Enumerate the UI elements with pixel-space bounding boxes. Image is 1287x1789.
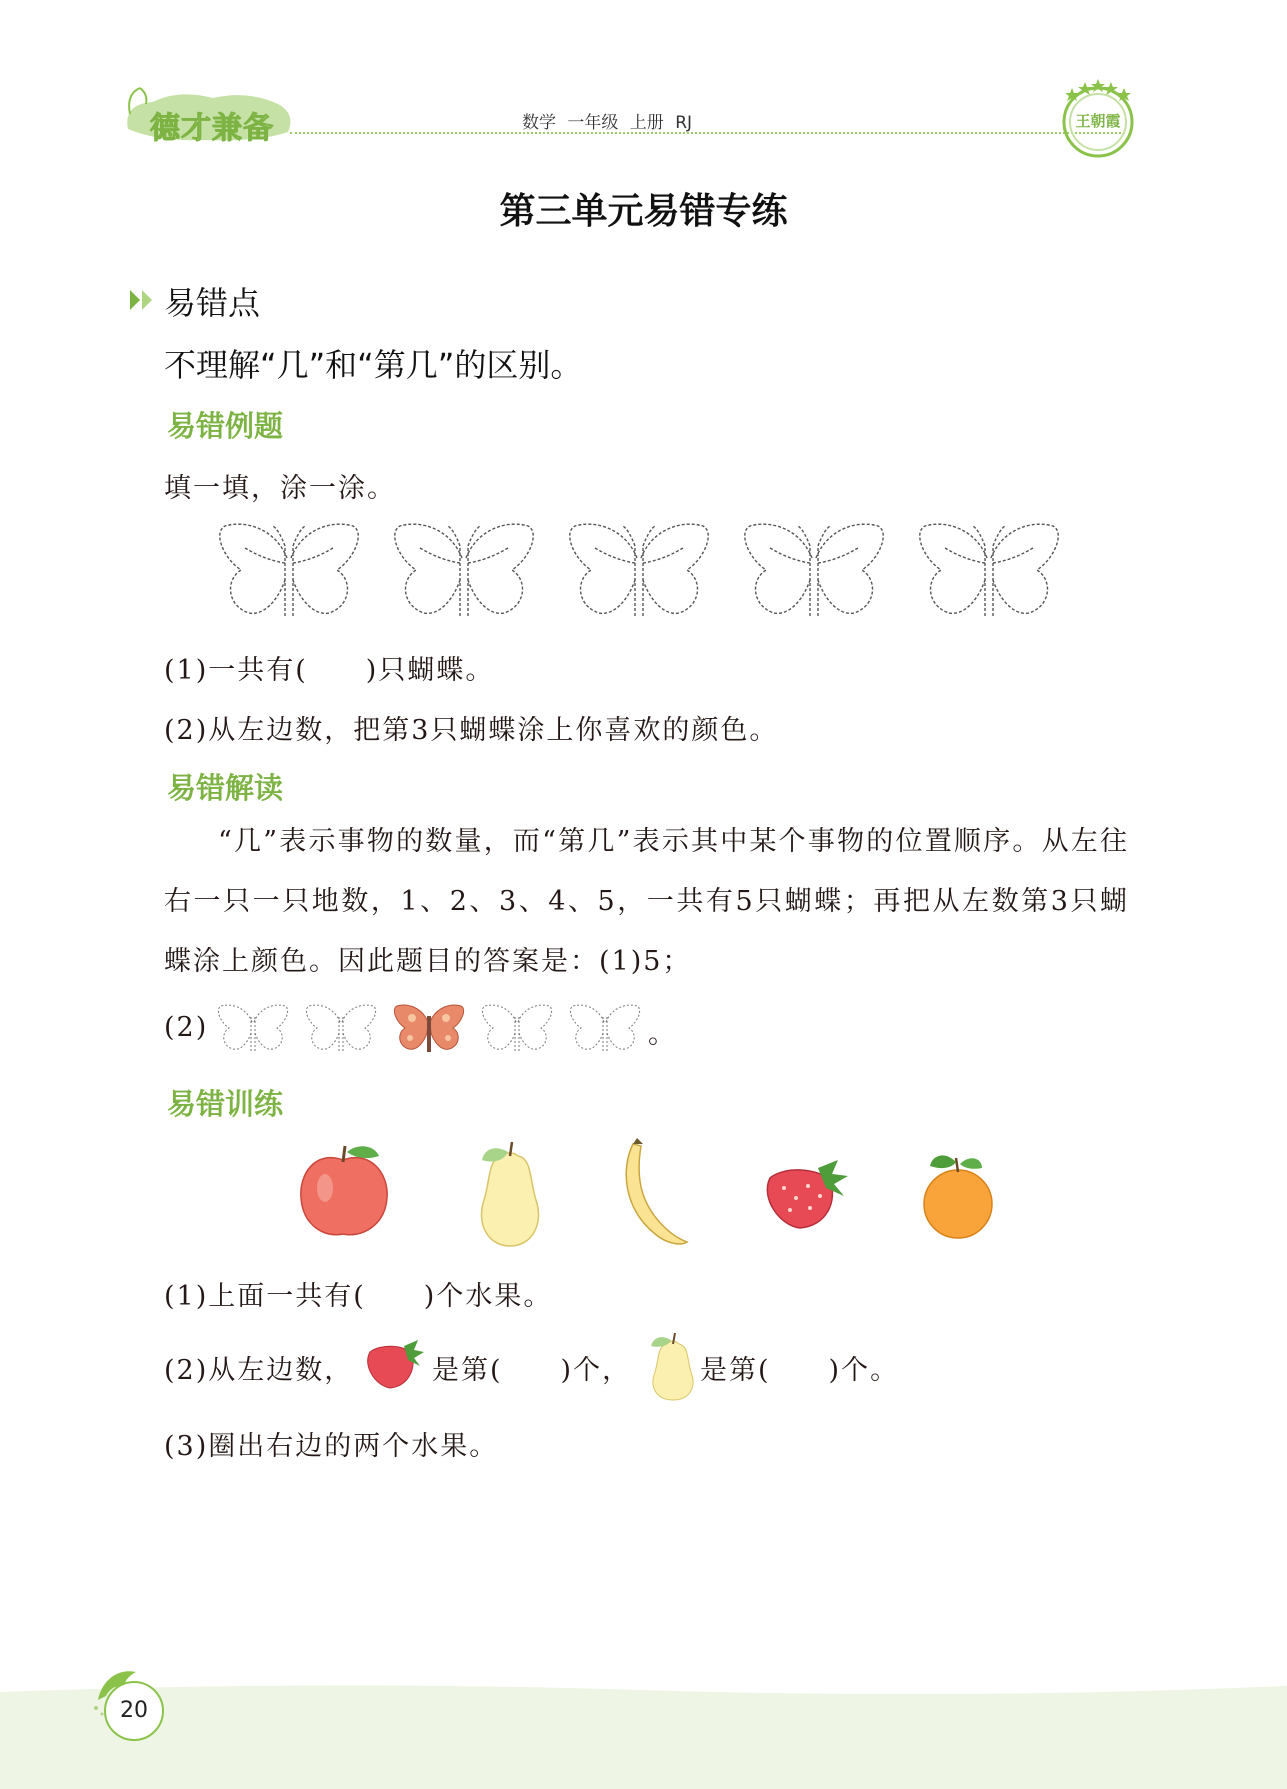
footer-wave bbox=[0, 1680, 1287, 1789]
butterfly-icon bbox=[570, 524, 708, 618]
colored-butterfly-icon bbox=[394, 1005, 463, 1052]
butterfly-icon bbox=[218, 1005, 287, 1052]
butterfly-icon bbox=[220, 524, 358, 618]
butterfly-icon bbox=[395, 524, 533, 618]
strawberry-icon bbox=[767, 1160, 848, 1228]
butterfly-icon bbox=[920, 524, 1058, 618]
page-title: 第三单元易错专练 bbox=[499, 191, 788, 232]
practice-question-1: (1)上面一共有( )个水果。 bbox=[164, 1281, 553, 1312]
pear-icon bbox=[482, 1142, 539, 1246]
example-instruction: 填一填，涂一涂。 bbox=[164, 473, 396, 504]
butterfly-icon bbox=[570, 1005, 639, 1052]
example-heading: 易错例题 bbox=[167, 409, 284, 443]
example-question-2: (2)从左边数，把第3只蝴蝶涂上你喜欢的颜色。 bbox=[164, 715, 779, 746]
section-heading: 易错点 bbox=[164, 284, 261, 322]
answer-prefix: (2) bbox=[164, 1012, 209, 1043]
butterfly-row bbox=[215, 518, 1095, 623]
practice-question-2-part1: (2)从左边数， bbox=[164, 1355, 354, 1386]
butterfly-icon bbox=[745, 524, 883, 618]
fruit-row bbox=[295, 1138, 1015, 1250]
header-divider bbox=[290, 132, 1125, 134]
seal-text: 王朝霞 bbox=[1075, 112, 1121, 130]
analysis-heading: 易错解读 bbox=[167, 771, 284, 805]
book-info: 数学 一年级 上册 RJ bbox=[522, 113, 693, 133]
practice-question-2-part2: 是第( )个， bbox=[432, 1355, 632, 1386]
butterfly-icon bbox=[482, 1005, 551, 1052]
butterfly-icon bbox=[306, 1005, 375, 1052]
brand-logo-text: 德才兼备 bbox=[150, 111, 274, 146]
page-number: 20 bbox=[104, 1681, 164, 1741]
banana-icon bbox=[626, 1138, 687, 1244]
double-arrow-icon bbox=[128, 288, 158, 312]
answer-suffix: 。 bbox=[648, 1019, 677, 1050]
key-point-text: 不理解“几”和“第几”的区别。 bbox=[164, 346, 583, 384]
pear-icon bbox=[645, 1330, 701, 1402]
practice-question-3: (3)圈出右边的两个水果。 bbox=[164, 1431, 499, 1462]
practice-heading: 易错训练 bbox=[167, 1087, 284, 1121]
answer-butterfly-row bbox=[216, 1000, 656, 1058]
apple-icon bbox=[301, 1146, 387, 1235]
practice-question-2-part3: 是第( )个。 bbox=[700, 1355, 900, 1386]
example-question-1: (1)一共有( )只蝴蝶。 bbox=[164, 655, 495, 686]
analysis-paragraph: “几”表示事物的数量，而“第几”表示其中某个事物的位置顺序。从左往右一只一只地数，1、2、3、4、5，一共有5只蝴蝶；再把从左数第3只蝴蝶涂上颜色。因此题目的答案是：(1)5； bbox=[164, 826, 1129, 977]
orange-icon bbox=[924, 1155, 992, 1238]
strawberry-icon bbox=[364, 1334, 426, 1392]
